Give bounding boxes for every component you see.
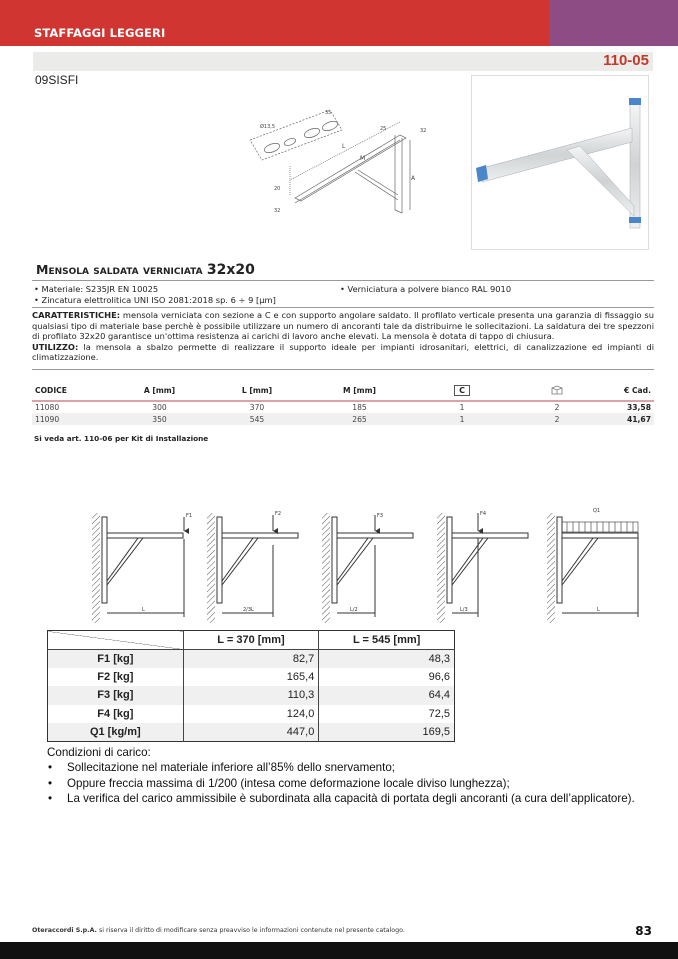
svg-text:L: L (142, 607, 145, 613)
svg-text:Q1: Q1 (593, 508, 601, 514)
cell-value: 165,4 (183, 668, 319, 687)
svg-text:M: M (360, 155, 366, 162)
svg-text:F3: F3 (377, 513, 384, 519)
cell-l: 545 (207, 413, 307, 425)
condition-item: • La verifica del carico ammissibile è subordinata alla capacità di portata degli ancoranti (a cura dell’applicatore). (47, 791, 635, 806)
cell-code: 11080 (35, 403, 60, 412)
section-title: STAFFAGGI LEGGERI (34, 26, 166, 40)
svg-text:25: 25 (380, 126, 387, 132)
disclaimer-text: si riserva il diritto di modificare senza preavviso le informazioni contenute nel presente catalogo. (96, 927, 405, 934)
cell-value: 48,3 (319, 649, 455, 668)
table-row (48, 668, 455, 687)
cell-price: 33,58 (626, 403, 651, 412)
svg-text:F4: F4 (480, 511, 487, 517)
cell-value: 169,5 (319, 723, 455, 742)
load-table-header (48, 631, 455, 650)
col-l: L [mm] (207, 381, 307, 401)
cell-box: 2 (512, 413, 602, 425)
col-box (512, 381, 602, 401)
article-code-bar (33, 52, 653, 71)
cell-l: 370 (249, 403, 265, 412)
table-row (48, 705, 455, 724)
svg-text:32: 32 (274, 208, 281, 214)
header-diagonal-cell (48, 631, 184, 650)
load-capacity-table (47, 630, 455, 742)
product-table (32, 381, 654, 425)
bottom-bar (0, 942, 678, 959)
specs-left (34, 284, 276, 305)
cell-value: 124,0 (183, 705, 319, 724)
product-description (32, 310, 654, 363)
svg-text:Ø13,5: Ø13,5 (260, 124, 276, 130)
cell-code: 11090 (32, 413, 112, 425)
product-title-text: Mensola saldata verniciata (36, 262, 203, 277)
divider (32, 280, 654, 281)
product-title-size: 32x20 (206, 262, 255, 278)
svg-text:F1: F1 (186, 513, 193, 519)
features-label: CARATTERISTICHE: (32, 310, 121, 320)
condition-item: • Oppure freccia massima di 1/200 (intesa come deformazione locale diviso lunghezza); (47, 776, 635, 791)
table-row (48, 649, 455, 668)
cell-pack: 1 (412, 413, 512, 425)
diagram-q1 (547, 508, 638, 623)
row-label: F2 [kg] (97, 670, 134, 683)
conditions-title: Condizioni di carico: (47, 746, 151, 759)
cell-m: 265 (307, 413, 412, 425)
features-text: mensola verniciata con sezione a C e con supporto angolare saldato. Il profilato verticale presenta una garanzia di fissaggio su qualsiasi tipo di materiale base perchè è possibile utilizzare un numero di ancoranti tale da distribuirne le sollecitazioni. La saldatura dei tre spezzoni di profilato 32x20 garantisce un'ottima resistenza ai carichi di lavoro anche elevati. La mensola è dotata di tappo di chiusura. (32, 310, 654, 342)
cell-box: 2 (554, 403, 560, 412)
usage-label: UTILIZZO: (32, 341, 79, 352)
row-label: F1 [kg] (48, 649, 184, 668)
box-icon (551, 385, 563, 395)
bracket-image (472, 76, 650, 251)
col-l545: L = 545 [mm] (319, 631, 455, 650)
row-label: Q1 [kg/m] (48, 723, 184, 742)
diagram-f2 (207, 511, 298, 623)
cell-a: 350 (112, 413, 207, 425)
col-l370: L = 370 [mm] (183, 631, 319, 650)
technical-drawing (230, 100, 430, 220)
svg-text:2/3L: 2/3L (243, 607, 254, 613)
pack-c-icon: C (454, 385, 470, 396)
col-codice: CODICE (32, 381, 112, 401)
footer-disclaimer (32, 927, 405, 934)
cell-value: 82,7 (183, 649, 319, 668)
row-label: F3 [kg] (48, 686, 184, 705)
conditions-list (47, 760, 635, 806)
cell-value: 72,5 (319, 705, 455, 724)
col-a: A [mm] (112, 381, 207, 401)
cell-value: 447,0 (183, 723, 319, 742)
svg-text:L/2: L/2 (350, 607, 358, 613)
cell-value: 96,6 (319, 668, 455, 687)
diagram-f3 (322, 513, 413, 623)
spec-paint: • Verniciatura a polvere bianco RAL 9010 (340, 284, 512, 294)
specs-right (340, 284, 511, 295)
table-row (32, 401, 654, 413)
load-conditions (47, 745, 635, 806)
spec-material: • Materiale: S235JR EN 10025 (34, 284, 159, 294)
col-price: € Cad. (602, 381, 654, 401)
svg-text:L: L (597, 607, 600, 613)
load-diagrams (88, 505, 648, 623)
article-code: 110-05 (603, 52, 649, 69)
svg-text:F2: F2 (275, 511, 282, 517)
product-photo (471, 75, 649, 250)
col-pack-c (412, 381, 512, 401)
product-title (36, 262, 255, 278)
diagram-f1 (92, 513, 192, 623)
svg-text:20: 20 (274, 186, 281, 192)
divider (32, 369, 654, 370)
divider (32, 307, 654, 308)
installation-kit-note: Si veda art. 110-06 per Kit di Installazione (34, 434, 209, 443)
svg-text:32: 32 (420, 128, 427, 134)
row-label: F4 [kg] (97, 707, 134, 720)
page-number: 83 (635, 924, 652, 938)
cell-a: 300 (152, 403, 167, 412)
cell-value: 64,4 (319, 686, 455, 705)
table-row (48, 686, 455, 705)
condition-item: • Sollecitazione nel materiale inferiore all’85% dello snervamento; (47, 760, 635, 775)
usage-text: la mensola a sbalzo permette di realizzare il supporto ideale per impianti idrosanitari, elettrici, di canalizzazione ed impianti di climatizzazione. (32, 341, 654, 363)
cell-value: 110,3 (183, 686, 319, 705)
product-table-header (32, 381, 654, 401)
svg-text:L: L (342, 143, 346, 150)
svg-text:A: A (411, 175, 416, 182)
table-row (48, 723, 455, 742)
diagram-f4 (437, 511, 528, 623)
svg-text:L/3: L/3 (460, 607, 468, 613)
table-row (32, 413, 654, 425)
article-subcode: 09SISFI (35, 73, 79, 87)
cell-m: 185 (352, 403, 367, 412)
svg-text:35: 35 (325, 110, 332, 116)
cell-pack: 1 (459, 403, 465, 412)
spec-zinc: • Zincatura elettrolitica UNI ISO 2081:2018 sp. 6 ÷ 9 [µm] (34, 294, 276, 305)
section-header-bar (0, 0, 678, 46)
header-accent-block (549, 0, 678, 46)
cell-price: 41,67 (602, 413, 654, 425)
company-name: Oteraccordi S.p.A. (32, 927, 97, 934)
col-m: M [mm] (307, 381, 412, 401)
